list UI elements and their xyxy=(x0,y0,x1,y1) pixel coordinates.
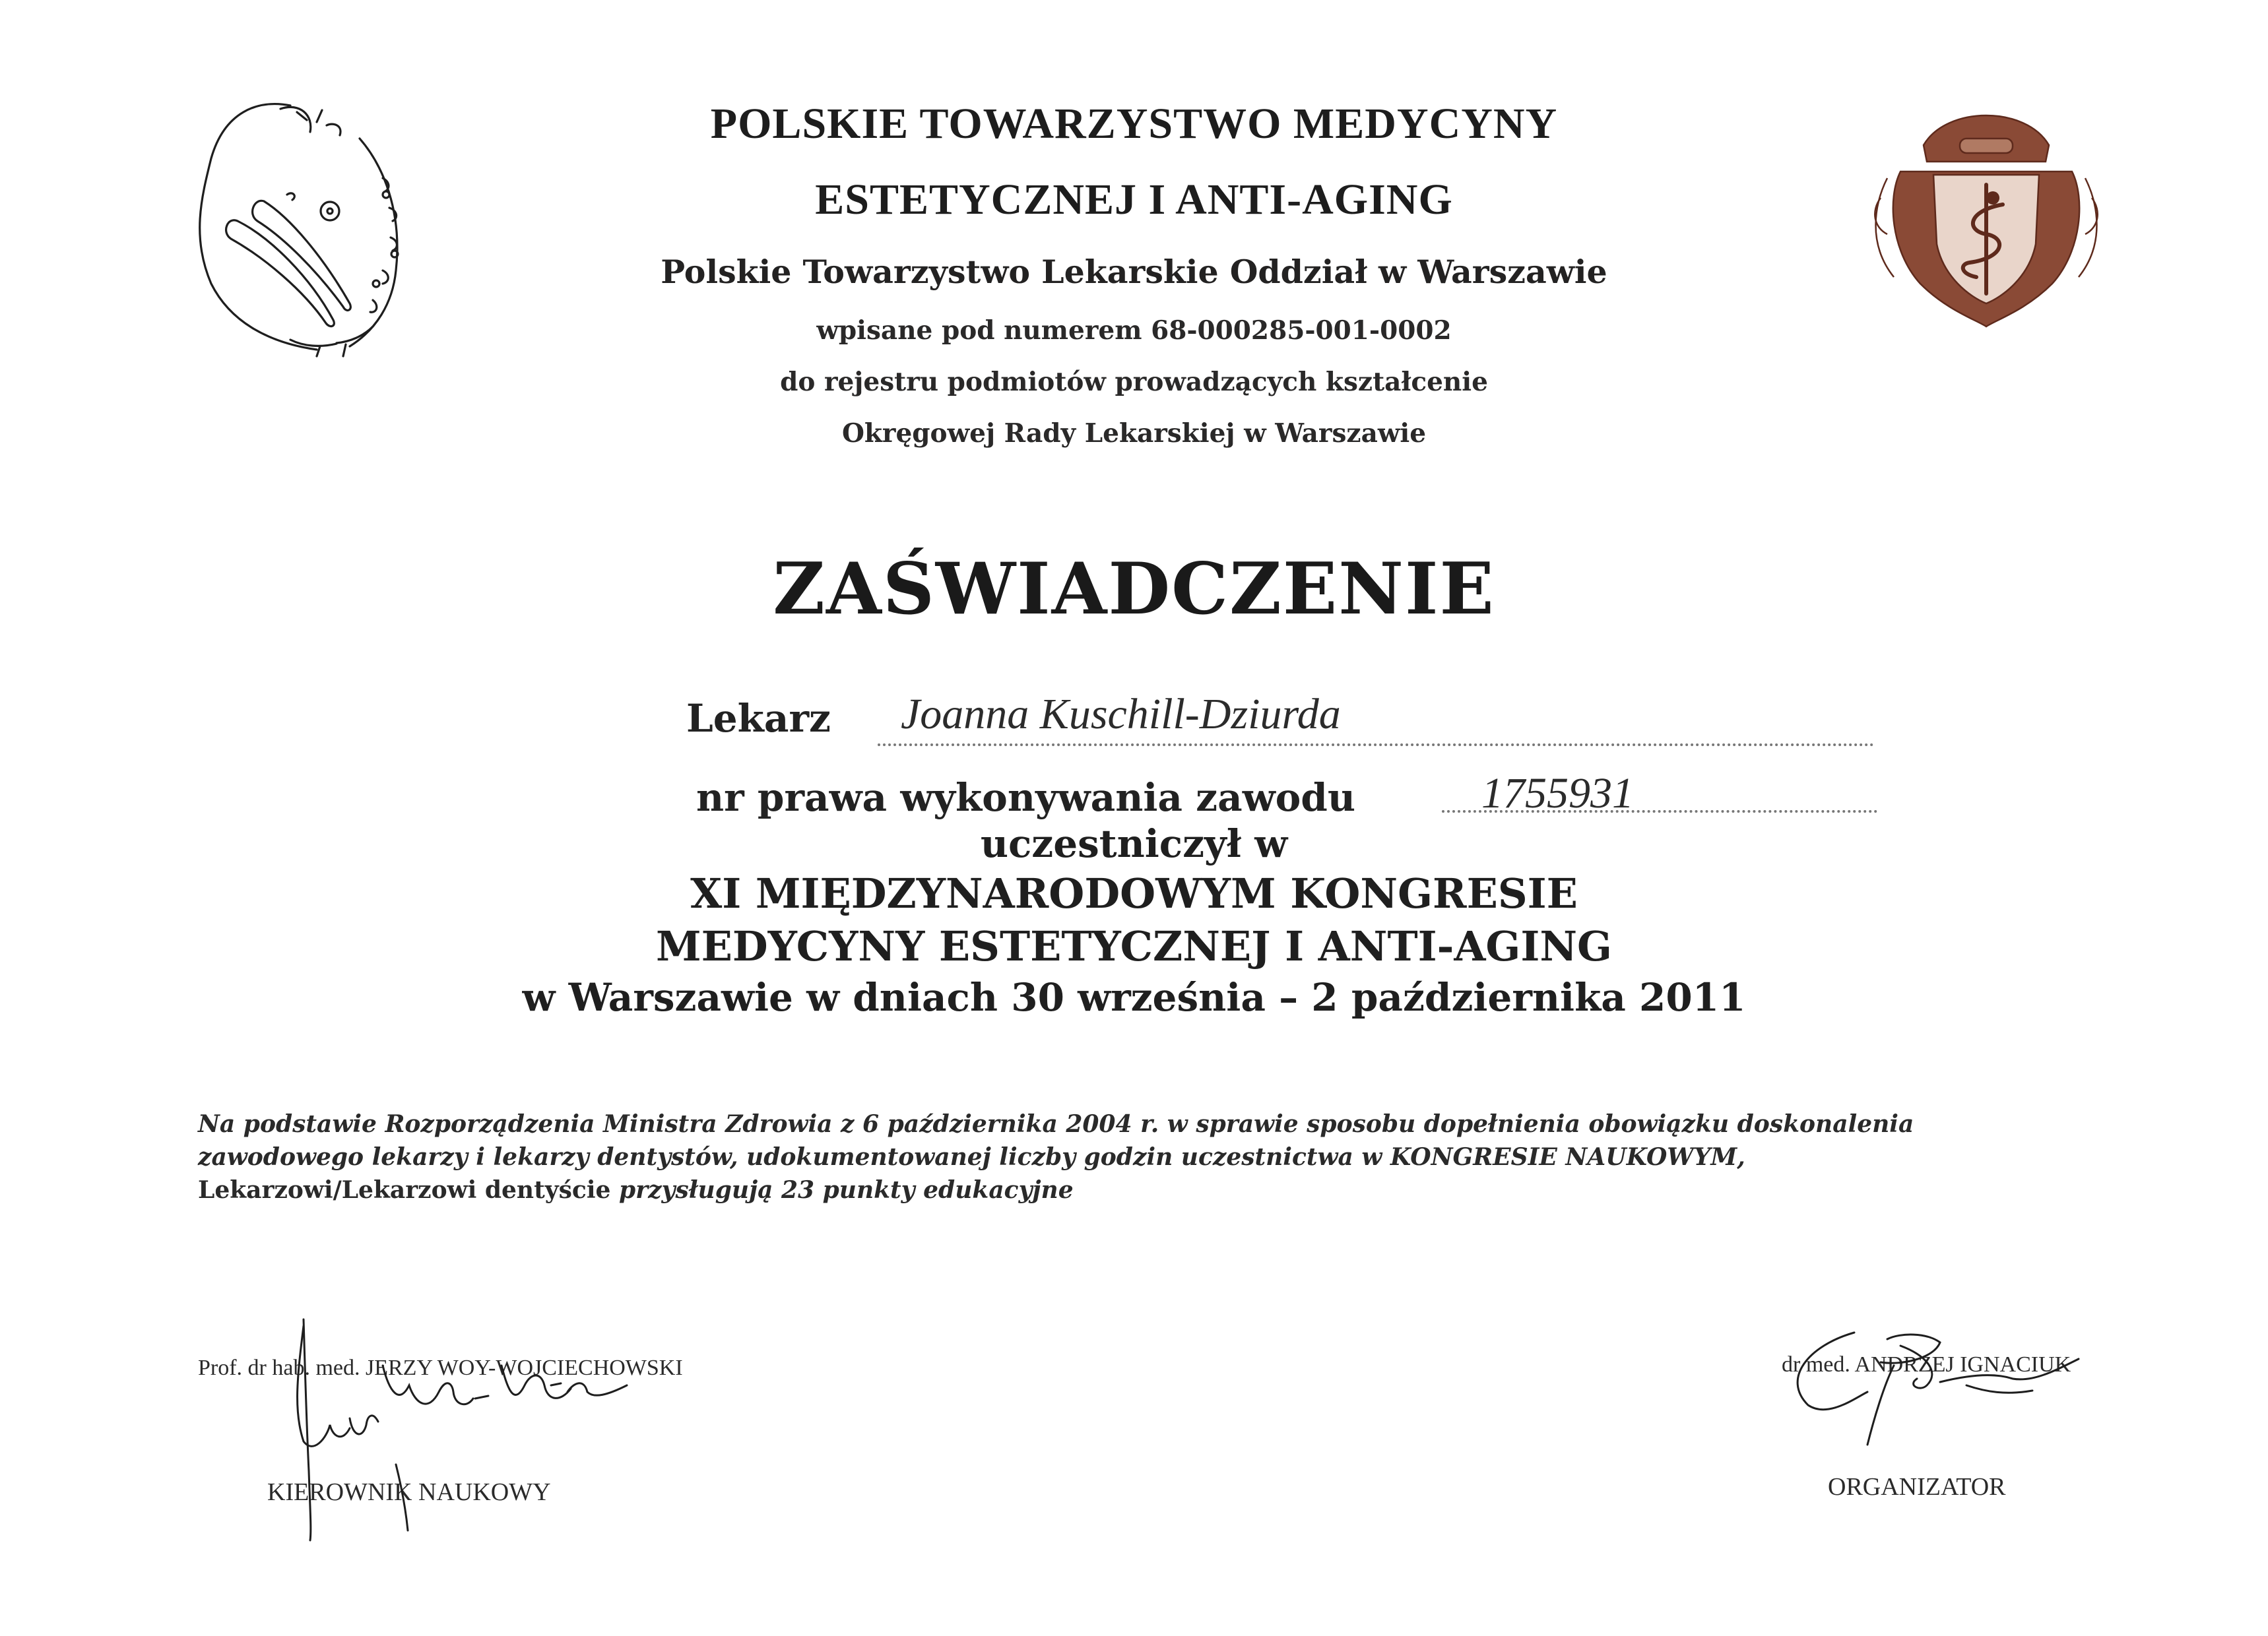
handwritten-signature-right xyxy=(1768,1319,2085,1458)
registration-line1: wpisane pod numerem 68-000285-001-0002 xyxy=(816,315,1452,346)
congress-line2: MEDYCYNY ESTETYCZNEJ I ANTI-AGING xyxy=(655,922,1613,970)
license-dotted-line xyxy=(1442,810,1877,813)
license-field xyxy=(696,775,1355,820)
organizer-role: ORGANIZATOR xyxy=(1828,1473,2006,1501)
org-name-line2: ESTETYCZNEJ I ANTI-AGING xyxy=(815,175,1453,224)
legal-line1: Na podstawie Rozporządzenia Ministra Zdrowia z 6 października 2004 r. w sprawie sposobu dopełnienia obowiązku doskonalenia xyxy=(198,1110,1914,1138)
doctor-name-value: Joanna Kuschill-Dziurda xyxy=(901,690,1341,738)
document-title: ZAŚWIADCZENIE xyxy=(773,548,1495,631)
legal-line3-prefix: Lekarzowi/Lekarzowi dentyście xyxy=(198,1176,611,1204)
branch-name: Polskie Towarzystwo Lekarskie Oddział w Warszawie xyxy=(661,253,1607,291)
registration-line2: do rejestru podmiotów prowadzących kształcenie xyxy=(780,367,1488,397)
legal-line2: zawodowego lekarzy i lekarzy dentystów, udokumentowanej liczby godzin uczestnictwa w KONGRESIE NAUKOWYM, xyxy=(198,1143,1745,1171)
doctor-field xyxy=(686,696,831,741)
scientific-director-role: KIEROWNIK NAUKOWY xyxy=(267,1478,551,1506)
handwritten-signature-left xyxy=(290,1313,633,1550)
org-name-line1: POLSKIE TOWARZYSTWO MEDYCYNY xyxy=(710,100,1558,148)
participated-text: uczestniczył w xyxy=(980,821,1288,866)
doctor-dotted-line xyxy=(878,743,1874,746)
scientific-director-name: Prof. dr hab. med. JERZY WOY-WOJCIECHOWSKI xyxy=(198,1356,683,1380)
license-label: nr prawa wykonywania zawodu xyxy=(696,775,1356,820)
legal-line3 xyxy=(198,1174,1074,1206)
place-and-dates: w Warszawie w dniach 30 września – 2 października 2011 xyxy=(522,975,1746,1020)
license-number-value: 1755931 xyxy=(1481,769,1634,817)
organizer-name: dr med. ANDRZEJ IGNACIUK xyxy=(1782,1352,2071,1377)
congress-line1: XI MIĘDZYNARODOWYM KONGRESIE xyxy=(690,869,1578,918)
registration-line3: Okręgowej Rady Lekarskiej w Warszawie xyxy=(841,418,1427,449)
doctor-label: Lekarz xyxy=(686,696,831,741)
legal-line3-suffix: przysługują 23 punkty edukacyjne xyxy=(610,1176,1074,1204)
